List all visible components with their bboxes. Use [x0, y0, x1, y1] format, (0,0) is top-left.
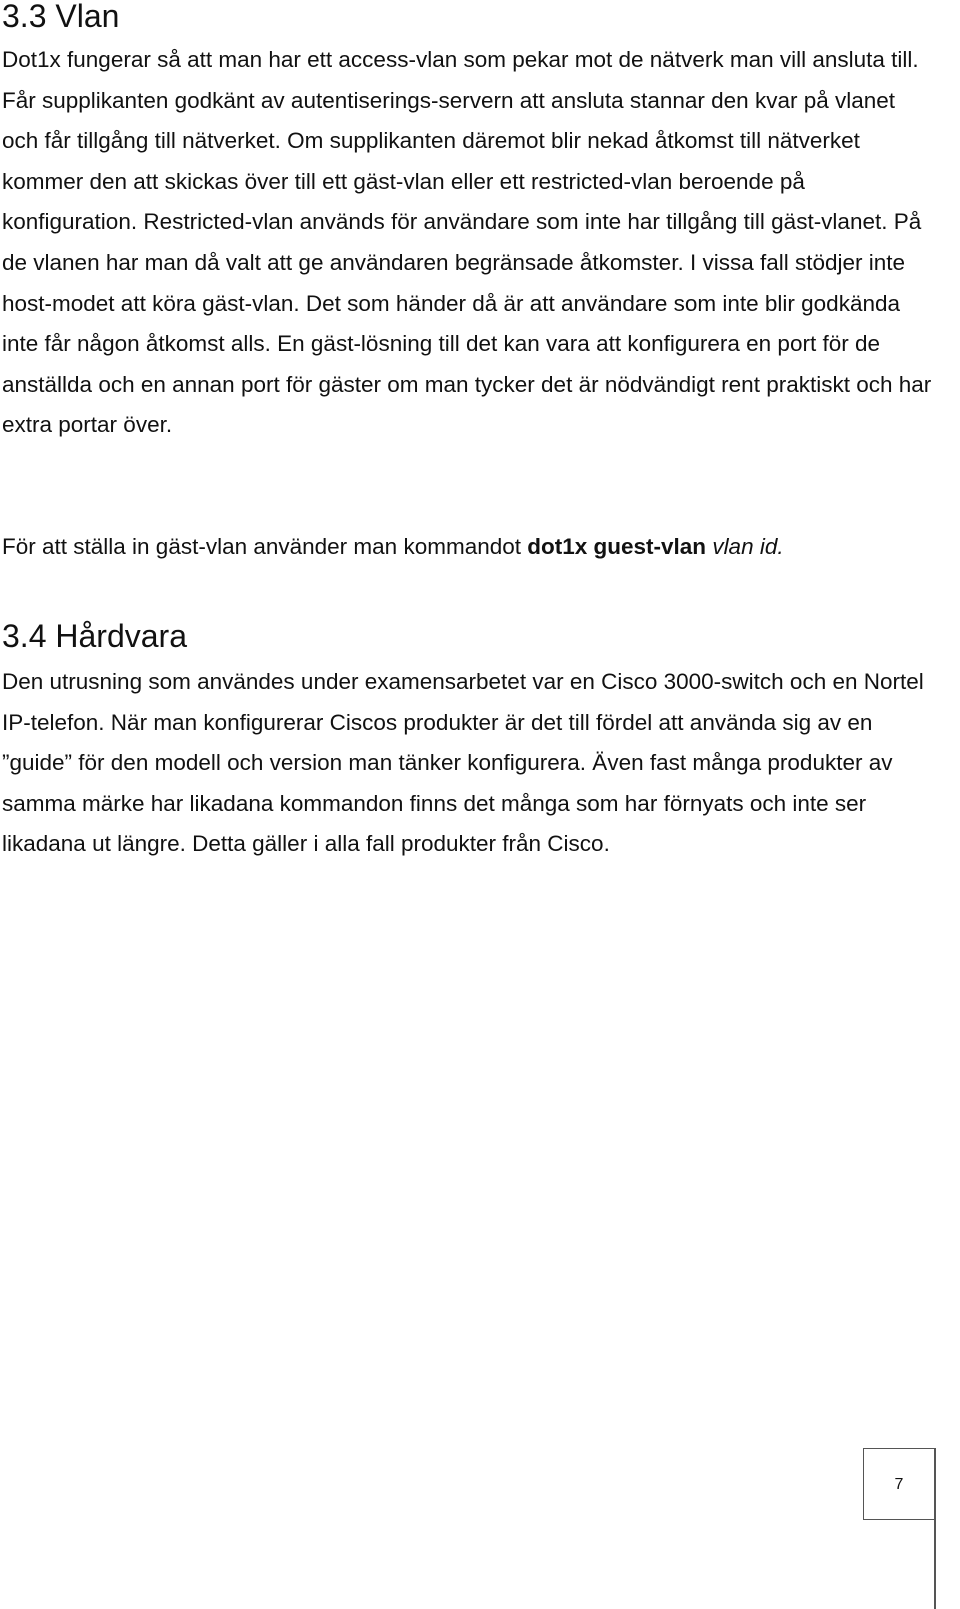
vlan-paragraph: Dot1x fungerar så att man har ett access-vlan som pekar mot de nätverk man vill ansluta till. Får supplikanten godkänt av autentiserings-servern att ansluta stannar den kvar på vlanet och får tillgång till nätverket. Om supplikanten däremot blir nekad åtkomst till nätverket kommer den att skickas över till ett gäst-vlan eller ett restricted-vlan beroende på konfiguration. Restricted-vlan används för användare som inte har tillgång till gäst-vlanet. På de vlanen har man då valt att ge användaren begränsade åtkomster. I vissa fall stödjer inte host-modet att köra gäst-vlan. Det som händer då är att användare som inte blir godkända inte får någon åtkomst alls. En gäst-lösning till det kan vara att konfigurera en port för de anställda och en annan port för gäster om man tycker det är nödvändigt rent praktiskt och har extra portar över.	[2, 47, 932, 438]
command-argument: vlan id.	[712, 534, 784, 559]
hardware-paragraph: Den utrusning som användes under examensarbetet var en Cisco 3000-switch och en Nortel IP-telefon. När man konfigurerar Ciscos produkter är det till fördel att använda sig av en ”guide” för den modell och version man tänker konfigurera. Även fast många produkter av samma märke har likadana kommandon finns det många som har förnyats och inte ser likadana ut längre. Detta gäller i alla fall produkter från Cisco.	[2, 669, 924, 857]
section-heading-vlan: 3.3 Vlan	[2, 0, 120, 34]
page-number-box	[863, 1448, 935, 1520]
command-intro-text: För att ställa in gäst-vlan använder man kommandot	[2, 534, 528, 559]
command-paragraph	[2, 527, 937, 568]
command-name: dot1x guest-vlan	[527, 534, 707, 559]
page-number: 7	[894, 1476, 904, 1493]
section-heading-hardware: 3.4 Hårdvara	[2, 618, 187, 654]
page-edge-rule	[934, 1448, 936, 1609]
